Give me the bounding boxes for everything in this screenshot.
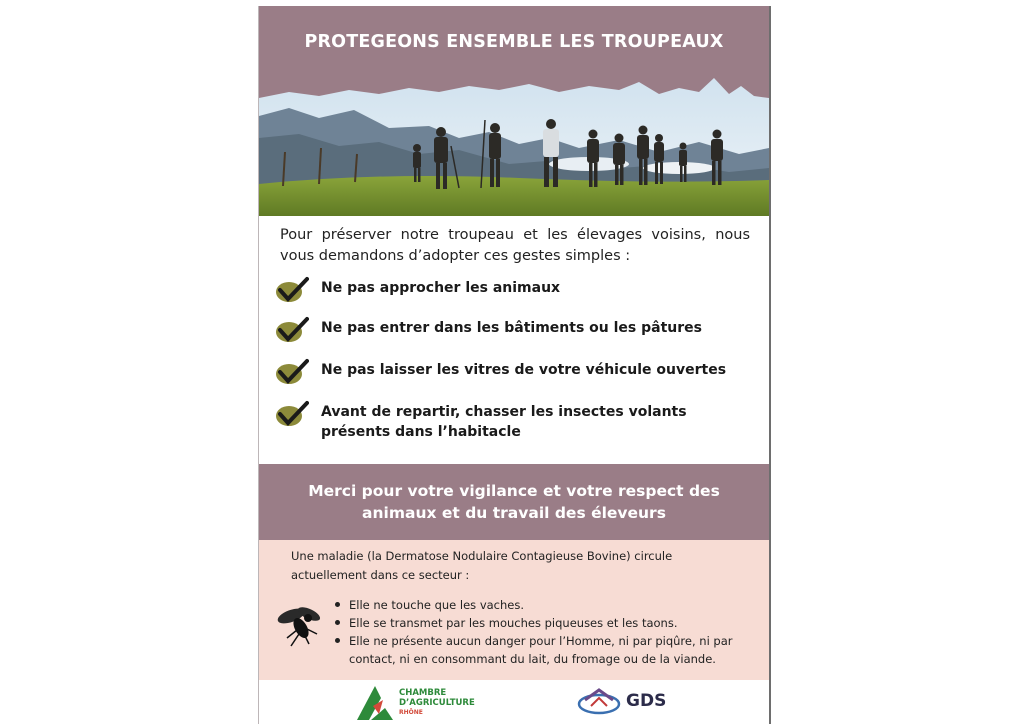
- check-text: Avant de repartir, chasser les insectes volants présents dans l’habitacle: [321, 404, 687, 440]
- chambre-agriculture-logo: [355, 684, 395, 722]
- check-text: Ne pas approcher les animaux: [321, 280, 561, 296]
- chambre-line-1: CHAMBRE: [399, 688, 447, 698]
- chambre-line-3: RHÔNE: [399, 709, 423, 716]
- fly-icon: [275, 602, 325, 648]
- gds-logo: [577, 686, 621, 718]
- logos-footer: [259, 680, 769, 724]
- poster: [258, 6, 771, 724]
- list-item: Elle ne touche que les vaches.: [335, 596, 755, 614]
- check-icon: [275, 316, 309, 344]
- disease-points: [335, 596, 755, 668]
- merci-band: [259, 464, 769, 540]
- chambre-line-2: D’AGRICULTURE: [399, 698, 475, 708]
- chambre-agriculture-text: [399, 688, 475, 718]
- intro-text: Pour préserver notre troupeau et les élevages voisins, nous vous demandons d’adopter ces gestes simples :: [280, 227, 750, 264]
- check-text: Ne pas entrer dans les bâtiments ou les pâtures: [321, 320, 702, 336]
- check-text: Ne pas laisser les vitres de votre véhicule ouvertes: [321, 362, 727, 378]
- check-icon: [275, 358, 309, 386]
- list-item: Elle ne présente aucun danger pour l’Homme, ni par piqûre, ni par contact, ni en consommant du lait, du fromage ou de la viande.: [335, 632, 755, 668]
- check-icon: [275, 276, 309, 304]
- poster-title: PROTEGEONS ENSEMBLE LES TROUPEAUX: [304, 32, 724, 52]
- check-icon: [275, 400, 309, 428]
- merci-text: Merci pour votre vigilance et votre respect des animaux et du travail des éleveurs: [308, 482, 720, 522]
- disease-info: [259, 540, 769, 680]
- hikers-photo: [259, 68, 769, 216]
- gds-text: GDS: [626, 691, 667, 711]
- list-item: Elle se transmet par les mouches piqueuses et les taons.: [335, 614, 755, 632]
- disease-intro: Une maladie (la Dermatose Nodulaire Contagieuse Bovine) circule actuellement dans ce secteur :: [291, 549, 673, 582]
